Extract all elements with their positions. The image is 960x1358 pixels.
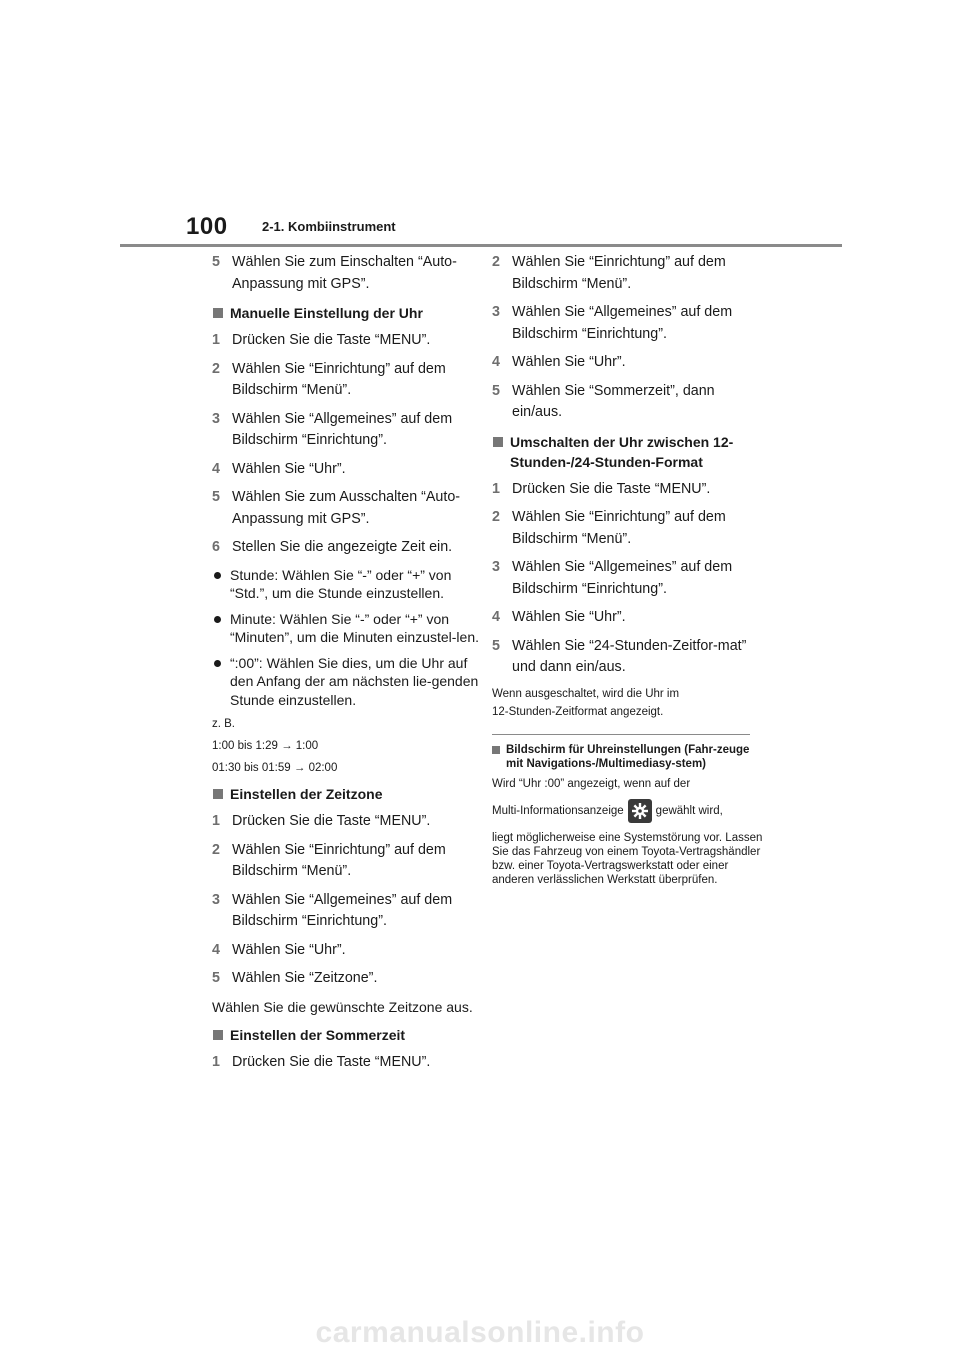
bullet-item: “:00”: Wählen Sie dies, um die Uhr auf den Anfang der am nächsten lie-genden Stunde einzustellen.	[212, 654, 484, 710]
bullet-item: Stunde: Wählen Sie “-” oder “+” von “Std.”, um die Stunde einzustellen.	[212, 566, 484, 603]
step-list-clock-format	[492, 479, 764, 679]
step: 1 Drücken Sie die Taste “MENU”.	[492, 480, 711, 497]
bullet-dot-icon	[214, 660, 221, 667]
step: 2 Wählen Sie “Einrichtung” auf dem Bildschirm “Menü”.	[492, 509, 726, 547]
step-list-dst-continued	[492, 252, 764, 424]
step: 2 Wählen Sie “Einrichtung” auf dem Bildschirm “Menü”.	[212, 841, 446, 879]
gear-icon	[628, 799, 652, 823]
right-column	[492, 252, 764, 887]
square-bullet-icon	[213, 1030, 223, 1040]
step: 1 Drücken Sie die Taste “MENU”.	[212, 332, 431, 348]
step: 4 Wählen Sie “Uhr”.	[492, 609, 626, 625]
square-bullet-icon	[213, 789, 223, 799]
bullet-dot-icon	[214, 616, 221, 623]
step: 5 Wählen Sie “Zeitzone”.	[212, 970, 378, 986]
step: 6 Stellen Sie die angezeigte Zeit ein.	[212, 539, 453, 555]
step-list-manual-clock	[212, 330, 484, 559]
bullet-dot-icon	[214, 572, 221, 579]
example-line: 01:30 bis 01:59 → 02:00	[212, 762, 338, 774]
note-heading: Bildschirm für Uhreinstellungen (Fahr-zeuge mit Navigations-/Multimediasy-stem)	[492, 743, 764, 771]
example-label: z. B.	[212, 718, 236, 730]
section-heading-dst: Einstellen der Sommerzeit	[212, 1025, 484, 1045]
square-bullet-icon	[213, 308, 223, 318]
step: 3 Wählen Sie “Allgemeines” auf dem Bildschirm “Einrichtung”.	[492, 304, 733, 342]
step: 3 Wählen Sie “Allgemeines” auf dem Bildschirm “Einrichtung”.	[492, 559, 733, 597]
step: 5 Wählen Sie zum Ausschalten “Auto-Anpassung mit GPS”.	[212, 489, 461, 527]
step: 3 Wählen Sie “Allgemeines” auf dem Bildschirm “Einrichtung”.	[212, 891, 453, 929]
step: 5 Wählen Sie “Sommerzeit”, dann ein/aus.	[492, 382, 715, 420]
arrow-right-icon: →	[293, 762, 306, 774]
note-body: Wird “Uhr :00” angezeigt, wenn auf der Multi-Informationsanzeige gewählt wird, liegt möglicherweise eine Systemstörung vor. Lassen Sie das Fahrzeug von einem Toyota-Vertragshändler bzw. einer Toyota-Vertragswerkstatt oder einer anderen verlässlichen Werkstatt überprüfen.	[492, 777, 763, 886]
square-bullet-icon	[493, 437, 503, 447]
step: 4 Wählen Sie “Uhr”.	[492, 354, 626, 370]
note-small-text: Wenn ausgeschaltet, wird die Uhr im	[492, 687, 680, 700]
step: 1 Drücken Sie die Taste “MENU”.	[212, 1053, 431, 1070]
square-bullet-icon	[492, 746, 500, 754]
header-rule	[120, 244, 842, 247]
step: 2 Wählen Sie “Einrichtung” auf dem Bildschirm “Menü”.	[492, 254, 726, 292]
step: 4 Wählen Sie “Uhr”.	[212, 941, 346, 958]
step: 2 Wählen Sie “Einrichtung” auf dem Bildschirm “Menü”.	[212, 360, 446, 398]
note-small-text: 12-Stunden-Zeitformat angezeigt.	[492, 705, 664, 718]
page-header	[0, 0, 960, 250]
note-divider	[492, 734, 750, 735]
step: 1 Drücken Sie die Taste “MENU”.	[212, 813, 431, 829]
step: 4 Wählen Sie “Uhr”.	[212, 460, 346, 477]
timezone-paragraph: Wählen Sie die gewünschte Zeitzone aus.	[212, 998, 473, 1015]
section-heading-timezone: Einstellen der Zeitzone	[212, 784, 484, 804]
section-heading-manual-clock: Manuelle Einstellung der Uhr	[212, 303, 484, 323]
page-number: 100	[186, 213, 228, 240]
example-line: 1:00 bis 1:29 → 1:00	[212, 740, 319, 752]
bullet-item: Minute: Wählen Sie “-” oder “+” von “Minuten”, um die Minuten einzustel-len.	[212, 610, 484, 647]
step: 5 Wählen Sie zum Einschalten “Auto-Anpassung mit GPS”.	[212, 254, 457, 292]
step: 5 Wählen Sie “24-Stunden-Zeitfor-mat” und dann ein/aus.	[492, 637, 747, 675]
section-title: 2-1. Kombiinstrument	[262, 219, 396, 234]
bullet-list	[212, 566, 484, 710]
step-list-timezone	[212, 811, 484, 990]
step: 3 Wählen Sie “Allgemeines” auf dem Bildschirm “Einrichtung”.	[212, 410, 453, 448]
left-column	[212, 252, 484, 1080]
watermark: carmanualsonline.info	[315, 1316, 645, 1349]
section-heading-clock-format: Umschalten der Uhr zwischen 12-Stunden-/24-Stunden-Format	[492, 432, 764, 472]
arrow-right-icon: →	[281, 740, 293, 752]
